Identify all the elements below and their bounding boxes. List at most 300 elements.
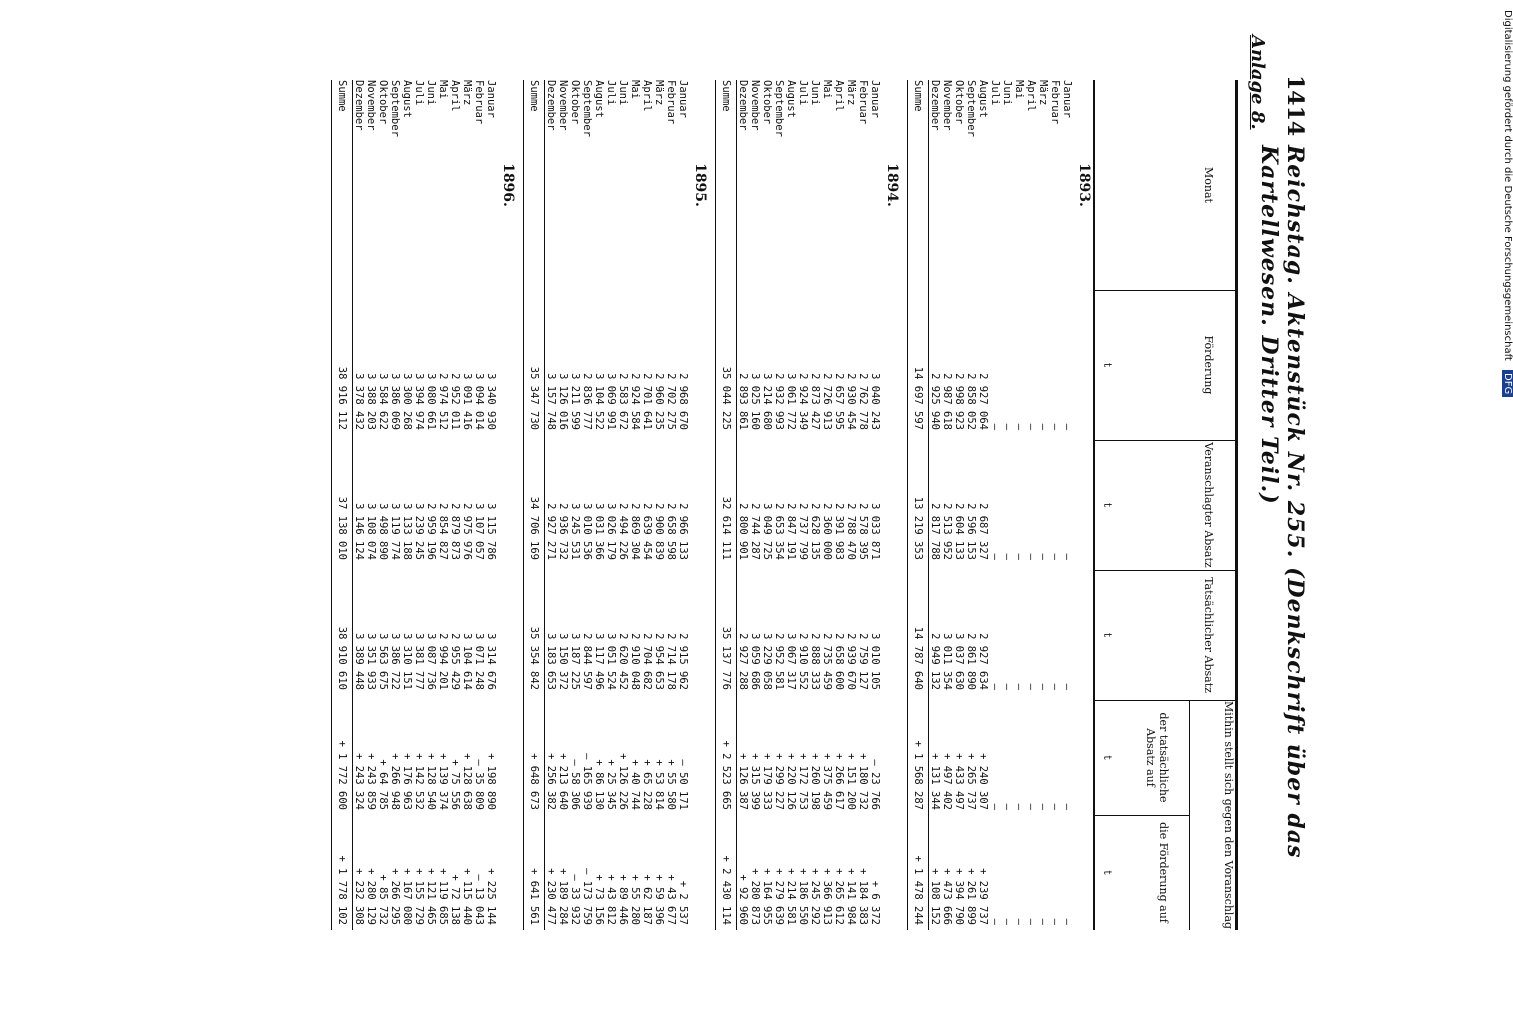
sum-diff-absatz: + 1 568 287 — [912, 740, 924, 810]
diff-absatz-cell: + 128 540 — [425, 753, 437, 810]
veranschlagt-cell: 3 133 188 — [401, 503, 413, 560]
diff-absatz-cell: + 433 497 — [953, 753, 965, 810]
diff-absatz-cell: + 256 382 — [545, 753, 557, 810]
table-row — [401, 80, 413, 930]
diff-absatz-cell: — — [1025, 803, 1037, 810]
tatsaechlich-cell: 3 117 496 — [593, 633, 605, 690]
tatsaechlich-cell: 3 183 653 — [545, 633, 557, 690]
month-cell: Oktober — [761, 80, 773, 125]
veranschlagt-cell: 2 817 788 — [929, 503, 941, 560]
month-cell: November — [941, 80, 953, 131]
diff-foerderung-cell: + 279 639 — [773, 868, 785, 925]
diff-absatz-cell: + 139 374 — [437, 753, 449, 810]
foerderung-cell: 2 858 052 — [965, 373, 977, 430]
month-cell: Dezember — [929, 80, 941, 131]
month-cell: Juni — [809, 80, 821, 106]
diff-absatz-cell: + 265 737 — [965, 753, 977, 810]
sum-diff-foerderung: + 2 430 114 — [720, 855, 732, 925]
tatsaechlich-cell: 3 314 676 — [485, 633, 497, 690]
foerderung-cell: 2 873 427 — [809, 373, 821, 430]
table-row — [677, 80, 689, 930]
tatsaechlich-cell: 3 071 248 — [473, 633, 485, 690]
veranschlagt-cell: 2 927 271 — [545, 503, 557, 560]
table-row — [1001, 80, 1013, 930]
month-cell: Oktober — [953, 80, 965, 125]
diff-foerderung-cell: + 85 732 — [377, 874, 389, 925]
diff-foerderung-cell: + 43 677 — [665, 874, 677, 925]
veranschlagt-cell: 3 245 531 — [569, 503, 581, 560]
sum-diff-absatz: + 1 772 600 — [336, 740, 348, 810]
diff-absatz-cell: — — [1049, 803, 1061, 810]
diff-foerderung-cell: + 2 537 — [677, 880, 689, 925]
foerderung-cell: 2 702 275 — [665, 373, 677, 430]
dfg-logo: DFG — [1502, 370, 1513, 397]
sum-tatsaechlich: 35 137 776 — [720, 626, 732, 690]
foerderung-cell: — — [1001, 423, 1013, 430]
tatsaechlich-cell: 3 150 372 — [557, 633, 569, 690]
diff-foerderung-cell: — — [1025, 918, 1037, 925]
veranschlagt-cell: 3 108 074 — [365, 503, 377, 560]
foerderung-cell: 2 836 777 — [581, 373, 593, 430]
diff-foerderung-cell: + 155 729 — [413, 868, 425, 925]
veranschlagt-cell: — — [1025, 553, 1037, 560]
diff-foerderung-cell: + 72 138 — [449, 874, 461, 925]
month-cell: August — [977, 80, 989, 118]
table-row — [653, 80, 665, 930]
diff-foerderung-cell: — — [1061, 918, 1073, 925]
veranschlagt-cell: 3 026 179 — [605, 503, 617, 560]
foerderung-cell: 2 726 913 — [821, 373, 833, 430]
foerderung-cell: 2 952 011 — [449, 373, 461, 430]
sum-veranschlagt: 34 706 169 — [528, 496, 540, 560]
veranschlagt-cell: — — [1049, 553, 1061, 560]
tatsaechlich-cell: 2 954 653 — [653, 633, 665, 690]
veranschlagt-cell: 2 975 976 — [461, 503, 473, 560]
diff-foerderung-cell: + 366 913 — [821, 868, 833, 925]
diff-foerderung-cell: + 55 280 — [629, 874, 641, 925]
diff-foerderung-cell: + 6 372 — [869, 880, 881, 925]
veranschlagt-cell: 2 494 226 — [617, 503, 629, 560]
month-cell: Dezember — [737, 80, 749, 131]
sum-foerderung: 35 347 730 — [528, 366, 540, 430]
tatsaechlich-cell: 3 229 058 — [761, 633, 773, 690]
table-row — [929, 80, 941, 930]
veranschlagt-cell: 3 010 536 — [581, 503, 593, 560]
diff-absatz-cell: + 86 130 — [593, 759, 605, 810]
table-row — [821, 80, 833, 930]
veranschlagt-cell: 2 869 304 — [629, 503, 641, 560]
col-header-foerderung: Förderung t — [1095, 290, 1235, 441]
veranschlagt-cell: 2 879 873 — [449, 503, 461, 560]
diff-foerderung-cell: + 115 440 — [461, 868, 473, 925]
veranschlagt-cell: 3 107 057 — [473, 503, 485, 560]
table-body — [327, 80, 1095, 930]
diff-foerderung-cell: + 43 812 — [605, 874, 617, 925]
table-row — [437, 80, 449, 930]
veranschlagt-cell: 2 596 153 — [965, 503, 977, 560]
year-heading: 1895. — [692, 163, 708, 207]
tatsaechlich-cell: 3 011 354 — [941, 633, 953, 690]
month-cell: November — [557, 80, 569, 131]
foerderung-cell: 3 386 069 — [389, 373, 401, 430]
tatsaechlich-cell: 2 704 682 — [641, 633, 653, 690]
page-number: 1414 — [1282, 75, 1308, 137]
month-cell: April — [641, 80, 653, 112]
diff-absatz-cell: + 180 732 — [857, 753, 869, 810]
tatsaechlich-cell: — — [989, 683, 1001, 690]
foerderung-cell: — — [1025, 423, 1037, 430]
tatsaechlich-cell: 3 563 675 — [377, 633, 389, 690]
foerderung-cell: 3 126 016 — [557, 373, 569, 430]
veranschlagt-cell: 3 119 774 — [389, 503, 401, 560]
table-row — [365, 80, 377, 930]
tatsaechlich-cell: 3 187 225 — [569, 633, 581, 690]
diff-foerderung-cell: + 59 396 — [653, 874, 665, 925]
diff-absatz-cell: + 55 580 — [665, 759, 677, 810]
table-row — [569, 80, 581, 930]
month-cell: November — [749, 80, 761, 131]
month-cell: Januar — [485, 80, 497, 118]
month-cell: April — [449, 80, 461, 112]
month-cell: Juni — [617, 80, 629, 106]
tatsaechlich-cell: 2 759 127 — [857, 633, 869, 690]
month-cell: Juli — [797, 80, 809, 106]
veranschlagt-cell: 3 115 786 — [485, 503, 497, 560]
col-header-monat: Monat — [1095, 80, 1235, 291]
table-row — [941, 80, 953, 930]
veranschlagt-cell: 2 653 354 — [773, 503, 785, 560]
table-row — [785, 80, 797, 930]
diff-absatz-cell: + 243 324 — [353, 753, 365, 810]
col-header-absatz-auf: der tatsächliche Absatz auf t — [1095, 700, 1190, 816]
diff-foerderung-cell: — 33 932 — [569, 874, 581, 925]
month-cell: Dezember — [353, 80, 365, 131]
diff-absatz-cell: + 176 963 — [401, 753, 413, 810]
month-cell: Mai — [437, 80, 449, 99]
diff-foerderung-cell: + 108 152 — [929, 868, 941, 925]
sum-label: Summe — [336, 80, 348, 112]
diff-absatz-cell: + 260 198 — [809, 753, 821, 810]
veranschlagt-cell: 3 033 871 — [869, 503, 881, 560]
sum-label: Summe — [912, 80, 924, 112]
veranschlagt-cell: — — [1013, 553, 1025, 560]
veranschlagt-cell: 2 658 598 — [665, 503, 677, 560]
year-heading: 1894. — [884, 163, 900, 207]
diff-absatz-cell: + 240 307 — [977, 753, 989, 810]
col-header-mithin-top: Mithin stellt sich gegen den Voranschlag — [1189, 700, 1235, 930]
table-row — [581, 80, 593, 930]
diff-absatz-cell: — 165 939 — [581, 753, 593, 810]
tatsaechlich-cell: 2 915 962 — [677, 633, 689, 690]
diff-foerderung-cell: + 266 295 — [389, 868, 401, 925]
tatsaechlich-cell: 2 620 452 — [617, 633, 629, 690]
table-row — [773, 80, 785, 930]
month-cell: Februar — [473, 80, 485, 125]
foerderung-cell: 2 924 349 — [797, 373, 809, 430]
diff-absatz-cell: — — [1001, 803, 1013, 810]
sum-label: Summe — [528, 80, 540, 112]
tatsaechlich-cell: 2 714 178 — [665, 633, 677, 690]
sum-tatsaechlich: 14 787 640 — [912, 626, 924, 690]
sum-diff-foerderung: + 1 778 102 — [336, 855, 348, 925]
veranschlagt-cell: 2 360 000 — [821, 503, 833, 560]
foerderung-cell: 3 104 522 — [593, 373, 605, 430]
sum-diff-foerderung: + 1 478 244 — [912, 855, 924, 925]
foerderung-cell: 3 378 432 — [353, 373, 365, 430]
sum-veranschlagt: 13 219 353 — [912, 496, 924, 560]
sum-label: Summe — [720, 80, 732, 112]
table-row — [377, 80, 389, 930]
foerderung-cell: — — [1049, 423, 1061, 430]
diff-absatz-cell: + 64 785 — [377, 759, 389, 810]
sum-row — [715, 80, 737, 930]
table-row — [605, 80, 617, 930]
diff-absatz-cell: + 40 744 — [629, 759, 641, 810]
table-row — [557, 80, 569, 930]
foerderung-cell: 2 762 778 — [857, 373, 869, 430]
month-cell: August — [593, 80, 605, 118]
table-row — [857, 80, 869, 930]
diff-absatz-cell: + 25 345 — [605, 759, 617, 810]
table-row — [869, 80, 881, 930]
sum-foerderung: 35 044 225 — [720, 366, 732, 430]
table-row — [461, 80, 473, 930]
table-row — [845, 80, 857, 930]
sum-veranschlagt: 37 138 010 — [336, 496, 348, 560]
foerderung-cell: 2 701 641 — [641, 373, 653, 430]
sum-diff-absatz: + 648 673 — [528, 753, 540, 810]
diff-foerderung-cell: — — [1001, 918, 1013, 925]
diff-foerderung-cell: + 186 550 — [797, 868, 809, 925]
diff-foerderung-cell: + 62 187 — [641, 874, 653, 925]
veranschlagt-cell: 2 788 470 — [845, 503, 857, 560]
sum-tatsaechlich: 38 910 610 — [336, 626, 348, 690]
foerderung-cell: 2 657 595 — [833, 373, 845, 430]
diff-absatz-cell: — 23 766 — [869, 759, 881, 810]
foerderung-cell: 2 974 512 — [437, 373, 449, 430]
tatsaechlich-cell: 3 381 777 — [413, 633, 425, 690]
veranschlagt-cell: 2 737 799 — [797, 503, 809, 560]
foerderung-cell: 3 211 599 — [569, 373, 581, 430]
year-heading: 1893. — [1076, 163, 1092, 207]
diff-foerderung-cell: + 225 144 — [485, 868, 497, 925]
veranschlagt-cell: 2 847 191 — [785, 503, 797, 560]
month-cell: September — [773, 80, 785, 137]
diff-absatz-cell: + 126 226 — [617, 753, 629, 810]
table-row — [761, 80, 773, 930]
diff-foerderung-cell: + 184 383 — [857, 868, 869, 925]
month-cell: Juli — [989, 80, 1001, 106]
diff-foerderung-cell: + 394 790 — [953, 868, 965, 925]
diff-absatz-cell: + 126 387 — [737, 753, 749, 810]
diff-absatz-cell: + 315 399 — [749, 753, 761, 810]
table-row — [617, 80, 629, 930]
diff-absatz-cell: — 58 306 — [569, 759, 581, 810]
tatsaechlich-cell: 3 351 933 — [365, 633, 377, 690]
tatsaechlich-cell: — — [1001, 683, 1013, 690]
tatsaechlich-cell: 2 949 132 — [929, 633, 941, 690]
month-cell: Mai — [629, 80, 641, 99]
tatsaechlich-cell: 3 067 317 — [785, 633, 797, 690]
diff-foerderung-cell: + 92 960 — [737, 874, 749, 925]
month-cell: Juli — [605, 80, 617, 106]
month-cell: November — [365, 80, 377, 131]
tatsaechlich-cell: 2 994 201 — [437, 633, 449, 690]
foerderung-cell: 3 061 772 — [785, 373, 797, 430]
veranschlagt-cell: 3 031 366 — [593, 503, 605, 560]
sum-veranschlagt: 32 614 111 — [720, 496, 732, 560]
tatsaechlich-cell: 2 735 459 — [821, 633, 833, 690]
diff-absatz-cell: + 266 948 — [389, 753, 401, 810]
foerderung-cell: 2 930 454 — [845, 373, 857, 430]
foerderung-cell: — — [1037, 423, 1049, 430]
table-row — [989, 80, 1001, 930]
veranschlagt-cell: 2 744 287 — [749, 503, 761, 560]
sum-diff-absatz: + 2 523 665 — [720, 740, 732, 810]
diff-absatz-cell: + 179 333 — [761, 753, 773, 810]
diff-foerderung-cell: + 119 685 — [437, 868, 449, 925]
diff-absatz-cell: + 243 859 — [365, 753, 377, 810]
foerderung-cell: — — [989, 423, 1001, 430]
table-row — [809, 80, 821, 930]
tatsaechlich-cell: 2 952 581 — [773, 633, 785, 690]
month-cell: März — [461, 80, 473, 106]
foerderung-cell: 3 157 748 — [545, 373, 557, 430]
veranschlagt-cell: — — [1061, 553, 1073, 560]
table-row — [665, 80, 677, 930]
veranschlagt-cell: 3 239 245 — [413, 503, 425, 560]
veranschlagt-cell: 2 687 327 — [977, 503, 989, 560]
month-cell: März — [1037, 80, 1049, 106]
tatsaechlich-cell: 2 844 597 — [581, 633, 593, 690]
veranschlagt-cell: 2 966 133 — [677, 503, 689, 560]
table-header — [1093, 80, 1235, 930]
foerderung-cell: 3 394 974 — [413, 373, 425, 430]
tatsaechlich-cell: 2 910 048 — [629, 633, 641, 690]
table-row — [425, 80, 437, 930]
month-cell: September — [581, 80, 593, 137]
veranschlagt-cell: 2 854 827 — [437, 503, 449, 560]
diff-absatz-cell: — — [1061, 803, 1073, 810]
month-cell: August — [401, 80, 413, 118]
foerderung-cell: 2 968 670 — [677, 373, 689, 430]
tatsaechlich-cell: 2 658 600 — [833, 633, 845, 690]
sum-diff-foerderung: + 641 561 — [528, 868, 540, 925]
month-cell: September — [389, 80, 401, 137]
month-cell: Mai — [821, 80, 833, 99]
diff-absatz-cell: — 50 171 — [677, 759, 689, 810]
diff-foerderung-cell: + 73 156 — [593, 874, 605, 925]
veranschlagt-cell: 2 628 135 — [809, 503, 821, 560]
month-cell: März — [845, 80, 857, 106]
veranschlagt-cell: 2 513 952 — [941, 503, 953, 560]
foerderung-cell: 3 091 416 — [461, 373, 473, 430]
veranschlagt-cell: — — [1001, 553, 1013, 560]
diff-absatz-cell: + 142 532 — [413, 753, 425, 810]
veranschlagt-cell: 2 900 839 — [653, 503, 665, 560]
foerderung-cell: 3 388 203 — [365, 373, 377, 430]
table-row — [473, 80, 485, 930]
month-cell: Januar — [869, 80, 881, 118]
col-header-mithin — [1095, 700, 1235, 930]
table-row — [833, 80, 845, 930]
tatsaechlich-cell: 3 051 524 — [605, 633, 617, 690]
anlage-label: Anlage 8. — [1247, 35, 1268, 130]
sum-row — [331, 80, 353, 930]
tatsaechlich-cell: 2 927 288 — [737, 633, 749, 690]
diff-absatz-cell: + 128 638 — [461, 753, 473, 810]
sum-row — [907, 80, 929, 930]
month-cell: Februar — [665, 80, 677, 125]
diff-absatz-cell: + 375 459 — [821, 753, 833, 810]
table-row — [965, 80, 977, 930]
tatsaechlich-cell: 2 927 634 — [977, 633, 989, 690]
veranschlagt-cell: 2 391 983 — [833, 503, 845, 560]
table-row — [485, 80, 497, 930]
tatsaechlich-cell: — — [1061, 683, 1073, 690]
foerderung-cell: 3 214 680 — [761, 373, 773, 430]
foerderung-cell: 2 927 064 — [977, 373, 989, 430]
veranschlagt-cell: 2 800 901 — [737, 503, 749, 560]
tatsaechlich-cell: 2 910 552 — [797, 633, 809, 690]
tatsaechlich-cell: — — [1037, 683, 1049, 690]
tatsaechlich-cell: — — [1049, 683, 1061, 690]
veranschlagt-cell: 3 049 725 — [761, 503, 773, 560]
table-row — [953, 80, 965, 930]
table-row — [629, 80, 641, 930]
sum-foerderung: 38 916 112 — [336, 366, 348, 430]
month-cell: Juni — [425, 80, 437, 106]
table-row — [545, 80, 557, 930]
diff-absatz-cell: + 75 556 — [449, 759, 461, 810]
veranschlagt-cell: — — [989, 553, 1001, 560]
diff-foerderung-cell: — 13 043 — [473, 874, 485, 925]
tatsaechlich-cell: 3 389 448 — [353, 633, 365, 690]
veranschlagt-cell: 2 639 454 — [641, 503, 653, 560]
foerderung-cell: 2 932 993 — [773, 373, 785, 430]
month-cell: Februar — [1049, 80, 1061, 125]
foerderung-cell: 2 924 584 — [629, 373, 641, 430]
foerderung-cell: 2 960 235 — [653, 373, 665, 430]
month-cell: Oktober — [569, 80, 581, 125]
foerderung-cell: 2 925 940 — [929, 373, 941, 430]
table-row — [749, 80, 761, 930]
veranschlagt-cell: — — [1037, 553, 1049, 560]
diff-foerderung-cell: + 280 129 — [365, 868, 377, 925]
foerderung-cell: 3 340 930 — [485, 373, 497, 430]
month-cell: April — [1025, 80, 1037, 112]
diff-foerderung-cell: + 214 581 — [785, 868, 797, 925]
foerderung-cell: 2 583 672 — [617, 373, 629, 430]
table-row — [737, 80, 749, 930]
diff-foerderung-cell: + 245 292 — [809, 868, 821, 925]
sum-foerderung: 14 697 597 — [912, 366, 924, 430]
tatsaechlich-cell: 2 955 429 — [449, 633, 461, 690]
veranschlagt-cell: 3 146 124 — [353, 503, 365, 560]
tatsaechlich-cell: 3 104 614 — [461, 633, 473, 690]
month-cell: März — [653, 80, 665, 106]
tatsaechlich-cell: 3 059 686 — [749, 633, 761, 690]
credit-text: Digitalisierung gefördert durch die Deutsche Forschungsgemeinschaft — [1502, 10, 1513, 361]
foerderung-cell: 3 080 661 — [425, 373, 437, 430]
month-cell: Juni — [1001, 80, 1013, 106]
table-row — [1037, 80, 1049, 930]
diff-foerderung-cell: + 473 666 — [941, 868, 953, 925]
veranschlagt-cell: 3 498 890 — [377, 503, 389, 560]
diff-foerderung-cell: — — [1049, 918, 1061, 925]
diff-foerderung-cell: — — [1037, 918, 1049, 925]
diff-absatz-cell: — — [1037, 803, 1049, 810]
